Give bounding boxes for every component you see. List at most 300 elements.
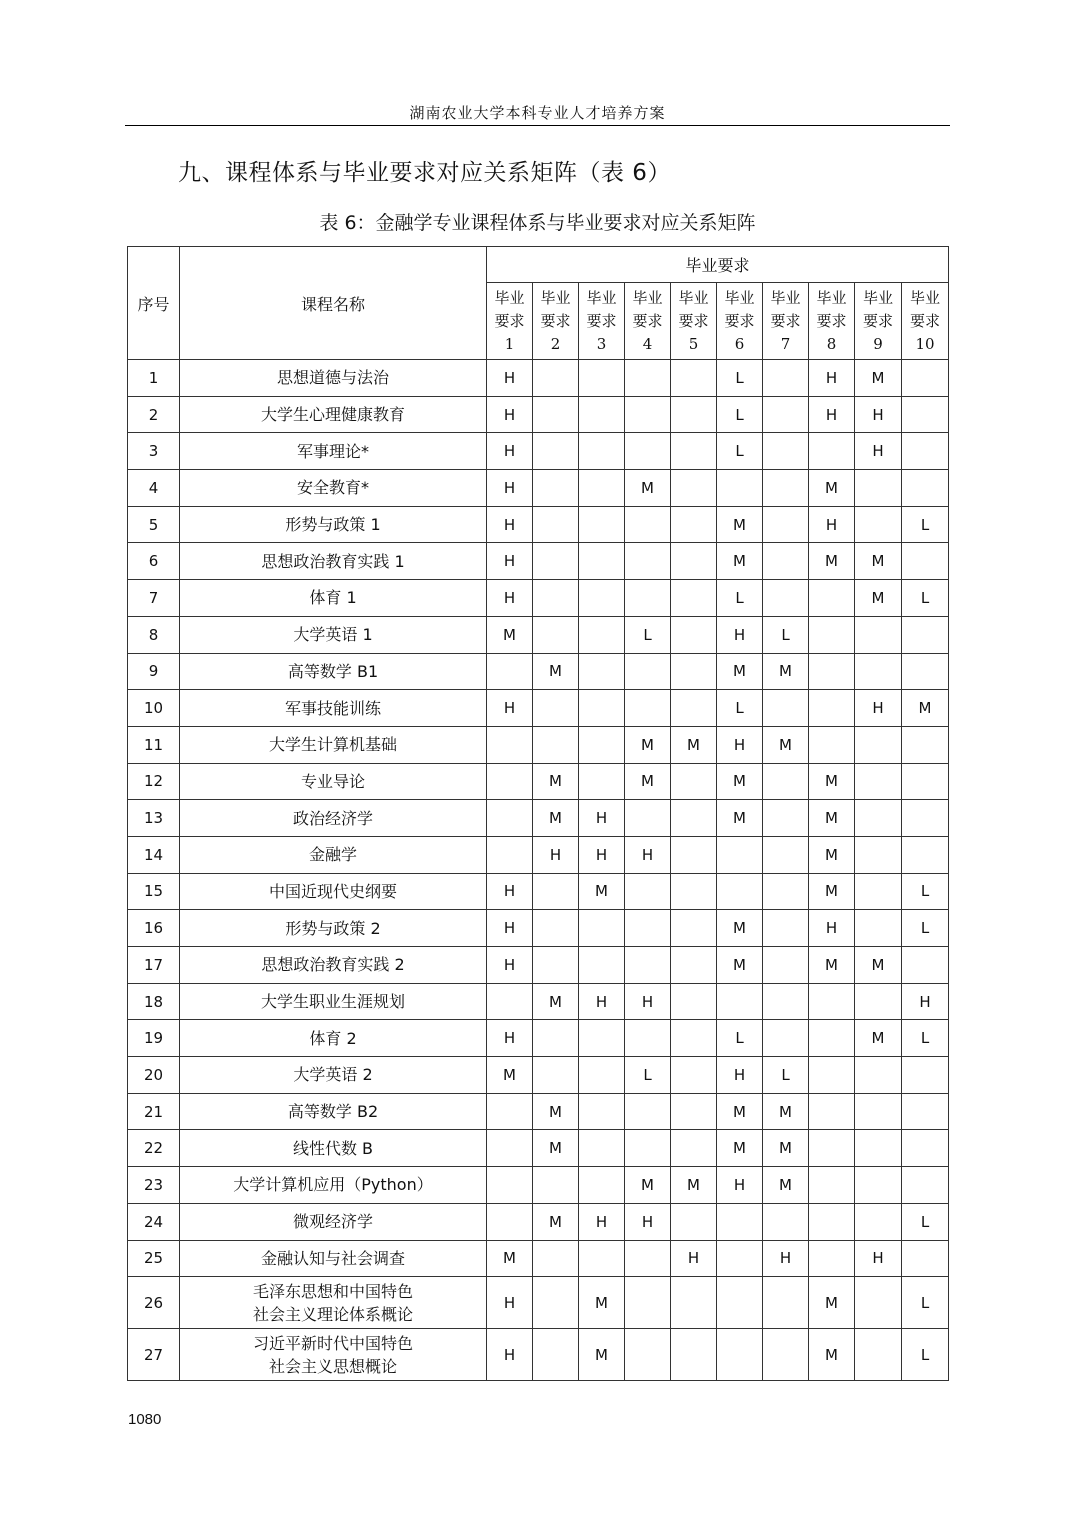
requirement-header-line: 要求 [586,311,617,330]
requirement-cell-10 [902,726,949,763]
requirement-cell-4: L [625,616,671,653]
requirement-cell-2 [533,506,579,543]
requirement-cell-7 [763,543,809,580]
requirement-cell-8: H [809,506,855,543]
requirement-cell-3 [579,543,625,580]
requirement-cell-3: H [579,800,625,837]
requirement-cell-8 [809,1240,855,1277]
course-name-line: 社会主义思想概论 [268,1356,397,1376]
requirement-cell-1: H [487,910,533,947]
course-name: 形势与政策 2 [180,910,487,947]
requirement-cell-10 [902,800,949,837]
requirement-cell-9 [855,616,902,653]
requirement-cell-1 [487,1130,533,1167]
requirement-cell-6 [717,873,763,910]
course-name: 军事理论* [180,433,487,470]
requirement-cell-8: M [809,543,855,580]
requirement-cell-2 [533,1277,579,1329]
requirement-cell-1: H [487,396,533,433]
requirement-cell-6: L [717,360,763,397]
requirement-cell-1: H [487,470,533,507]
table-row [128,1203,949,1240]
requirement-cell-6: M [717,1130,763,1167]
requirement-cell-3: H [579,836,625,873]
row-seq: 8 [128,616,180,653]
requirement-cell-10 [902,1057,949,1094]
requirement-cell-4 [625,433,671,470]
requirement-cell-6 [717,1277,763,1329]
course-name-line: 毛泽东思想和中国特色 [252,1281,413,1301]
row-seq: 13 [128,800,180,837]
course-name: 思想政治教育实践 2 [180,947,487,984]
column-header-requirement-10 [902,283,949,360]
requirement-cell-6: M [717,506,763,543]
row-seq: 15 [128,873,180,910]
requirement-cell-4: M [625,470,671,507]
requirement-cell-9 [855,1130,902,1167]
requirement-cell-10 [902,1240,949,1277]
requirement-header-line: 毕业 [816,288,847,307]
table-header-row [128,247,949,283]
requirement-cell-9: M [855,543,902,580]
requirement-cell-1: H [487,506,533,543]
course-name: 专业导论 [180,763,487,800]
requirement-cell-8 [809,726,855,763]
column-header-requirement-2 [533,283,579,360]
course-name: 大学英语 1 [180,616,487,653]
requirement-cell-8: M [809,1277,855,1329]
requirement-cell-3 [579,396,625,433]
requirement-cell-9: H [855,690,902,727]
table-row [128,616,949,653]
requirement-cell-4: H [625,1203,671,1240]
requirement-cell-10 [902,543,949,580]
row-seq: 9 [128,653,180,690]
requirement-cell-10 [902,836,949,873]
requirement-cell-3 [579,1167,625,1204]
course-name: 大学计算机应用（Python） [180,1167,487,1204]
requirement-cell-2: M [533,1203,579,1240]
requirement-cell-1: H [487,690,533,727]
requirement-header-line: 要求 [632,311,663,330]
course-name: 中国近现代史纲要 [180,873,487,910]
row-seq: 23 [128,1167,180,1204]
column-header-seq: 序号 [128,247,180,360]
requirement-cell-1: H [487,1277,533,1329]
row-seq: 20 [128,1057,180,1094]
requirement-cell-6 [717,1329,763,1381]
requirement-header-line: 要求 [862,311,893,330]
requirement-cell-2: M [533,1130,579,1167]
requirement-cell-3 [579,947,625,984]
requirement-cell-1: M [487,1240,533,1277]
table-row [128,470,949,507]
requirement-cell-5 [671,947,717,984]
requirement-cell-5: H [671,1240,717,1277]
table-row [128,1093,949,1130]
requirement-cell-5 [671,836,717,873]
course-name [180,1277,487,1329]
requirement-cell-2: M [533,983,579,1020]
requirement-header-line: 要求 [770,311,801,330]
requirement-cell-2 [533,910,579,947]
column-group-graduation-requirements: 毕业要求 [487,247,949,283]
requirement-cell-3 [579,1020,625,1057]
requirement-cell-10: L [902,1277,949,1329]
requirement-cell-8 [809,1057,855,1094]
row-seq: 6 [128,543,180,580]
table-row [128,1240,949,1277]
requirement-cell-5 [671,360,717,397]
row-seq: 27 [128,1329,180,1381]
table-row [128,983,949,1020]
requirement-cell-2 [533,580,579,617]
table-caption: 表 6：金融学专业课程体系与毕业要求对应关系矩阵 [319,212,756,234]
requirement-cell-7: M [763,1167,809,1204]
requirement-cell-1: M [487,1057,533,1094]
requirement-cell-10: L [902,873,949,910]
course-name: 形势与政策 1 [180,506,487,543]
requirement-cell-9 [855,1093,902,1130]
requirement-cell-7 [763,1329,809,1381]
requirement-cell-2: M [533,653,579,690]
requirement-cell-2: M [533,1093,579,1130]
requirement-cell-7 [763,506,809,543]
requirement-cell-6: M [717,1093,763,1130]
requirement-cell-3: H [579,983,625,1020]
requirement-cell-1 [487,836,533,873]
requirement-cell-10: L [902,580,949,617]
requirement-cell-3 [579,1240,625,1277]
row-seq: 19 [128,1020,180,1057]
matrix-body [128,360,949,1381]
requirement-cell-10: L [902,910,949,947]
requirement-cell-3 [579,1130,625,1167]
requirement-cell-9 [855,470,902,507]
requirement-cell-8 [809,1093,855,1130]
requirement-cell-2 [533,1057,579,1094]
requirement-cell-4 [625,910,671,947]
requirement-cell-10 [902,470,949,507]
requirement-cell-3: M [579,873,625,910]
table-row [128,726,949,763]
row-seq: 1 [128,360,180,397]
requirement-cell-8 [809,690,855,727]
requirement-cell-1: H [487,1020,533,1057]
requirement-cell-8: H [809,396,855,433]
requirement-cell-6: H [717,616,763,653]
requirement-header-line: 毕业 [632,288,663,307]
requirement-cell-2: M [533,800,579,837]
requirement-cell-6: L [717,433,763,470]
requirement-cell-9 [855,763,902,800]
requirement-cell-8: M [809,800,855,837]
running-header: 湖南农业大学本科专业人才培养方案 [409,104,666,122]
requirement-cell-10 [902,763,949,800]
requirement-cell-5 [671,1277,717,1329]
row-seq: 17 [128,947,180,984]
table-row [128,1277,949,1329]
requirement-header-line: 2 [550,334,561,353]
requirement-cell-4 [625,360,671,397]
requirement-cell-9 [855,726,902,763]
requirement-cell-5 [671,1020,717,1057]
requirement-cell-9 [855,1057,902,1094]
table-row [128,1329,949,1381]
requirement-header-line: 5 [688,334,699,353]
table-row [128,800,949,837]
header-divider [125,125,950,126]
course-name: 体育 2 [180,1020,487,1057]
requirement-cell-8 [809,1020,855,1057]
requirement-cell-4: H [625,983,671,1020]
requirement-header-line: 要求 [910,311,941,330]
requirement-cell-7 [763,800,809,837]
requirement-cell-7 [763,396,809,433]
requirement-cell-1: H [487,580,533,617]
requirement-header-line: 要求 [494,311,525,330]
requirement-cell-3: H [579,1203,625,1240]
requirement-header-line: 要求 [540,311,571,330]
requirement-cell-7 [763,360,809,397]
course-name: 思想政治教育实践 1 [180,543,487,580]
requirement-header-line: 要求 [724,311,755,330]
requirement-cell-4 [625,800,671,837]
requirement-cell-3 [579,360,625,397]
requirement-cell-10 [902,396,949,433]
requirement-cell-3 [579,1057,625,1094]
table-row [128,947,949,984]
column-header-requirement-1 [487,283,533,360]
requirement-cell-4 [625,1020,671,1057]
requirement-cell-9 [855,910,902,947]
requirement-cell-8: M [809,947,855,984]
requirement-cell-4 [625,947,671,984]
requirement-cell-6 [717,983,763,1020]
row-seq: 16 [128,910,180,947]
table-row [128,836,949,873]
course-name: 高等数学 B2 [180,1093,487,1130]
table-row [128,1020,949,1057]
requirement-cell-7 [763,983,809,1020]
requirement-cell-1 [487,1167,533,1204]
table-row [128,580,949,617]
requirement-cell-9 [855,653,902,690]
requirement-cell-8 [809,580,855,617]
requirement-cell-9: M [855,947,902,984]
table-row [128,360,949,397]
requirement-cell-7 [763,690,809,727]
requirement-cell-3 [579,580,625,617]
requirement-cell-9: M [855,1020,902,1057]
column-header-requirement-9 [855,283,902,360]
requirement-cell-6: M [717,653,763,690]
requirement-cell-6: M [717,543,763,580]
requirement-header-line: 10 [915,334,935,353]
table-row [128,1057,949,1094]
row-seq: 10 [128,690,180,727]
requirement-cell-2 [533,1240,579,1277]
course-name: 思想道德与法治 [180,360,487,397]
requirement-cell-3 [579,506,625,543]
requirement-cell-5 [671,983,717,1020]
course-name: 安全教育* [180,470,487,507]
requirement-cell-1: H [487,543,533,580]
row-seq: 2 [128,396,180,433]
requirement-cell-8: M [809,763,855,800]
requirement-cell-10 [902,433,949,470]
requirement-header-line: 4 [642,334,653,353]
requirement-cell-6: H [717,1057,763,1094]
requirement-cell-5 [671,433,717,470]
row-seq: 21 [128,1093,180,1130]
requirement-cell-1 [487,726,533,763]
requirement-header-line: 要求 [816,311,847,330]
requirement-cell-7 [763,1203,809,1240]
requirement-cell-7 [763,433,809,470]
requirement-cell-8: H [809,360,855,397]
table-row [128,1167,949,1204]
requirement-cell-1: H [487,947,533,984]
requirement-cell-10 [902,653,949,690]
requirement-header-line: 毕业 [494,288,525,307]
requirement-cell-7 [763,763,809,800]
row-seq: 22 [128,1130,180,1167]
requirement-cell-3: M [579,1277,625,1329]
requirement-cell-3 [579,726,625,763]
requirement-cell-9 [855,1203,902,1240]
requirement-cell-6: H [717,1167,763,1204]
requirement-cell-9 [855,1329,902,1381]
column-header-requirement-8 [809,283,855,360]
requirement-cell-5 [671,470,717,507]
requirement-cell-8 [809,653,855,690]
requirement-cell-5 [671,1130,717,1167]
requirement-cell-6: L [717,1020,763,1057]
requirement-cell-1: H [487,873,533,910]
requirement-cell-10 [902,360,949,397]
requirement-cell-10: L [902,506,949,543]
requirement-cell-4 [625,653,671,690]
requirement-cell-7: H [763,1240,809,1277]
requirement-cell-9 [855,983,902,1020]
course-name: 高等数学 B1 [180,653,487,690]
requirement-cell-4 [625,1240,671,1277]
requirement-cell-2: M [533,763,579,800]
requirement-cell-10 [902,947,949,984]
requirement-cell-4 [625,1277,671,1329]
requirement-cell-3: M [579,1329,625,1381]
requirement-cell-10: H [902,983,949,1020]
section-title: 九、课程体系与毕业要求对应关系矩阵（表 6） [178,160,671,186]
requirement-header-line: 7 [780,334,791,353]
requirement-header-line: 1 [504,334,515,353]
table-row [128,506,949,543]
requirement-cell-10 [902,616,949,653]
course-name: 大学英语 2 [180,1057,487,1094]
requirement-cell-5 [671,616,717,653]
course-name: 政治经济学 [180,800,487,837]
requirement-cell-8: M [809,1329,855,1381]
row-seq: 25 [128,1240,180,1277]
course-name: 大学生心理健康教育 [180,396,487,433]
requirement-header-line: 毕业 [770,288,801,307]
requirement-cell-5 [671,873,717,910]
requirement-cell-3 [579,616,625,653]
column-header-requirement-6 [717,283,763,360]
row-seq: 11 [128,726,180,763]
course-name: 大学生计算机基础 [180,726,487,763]
requirement-cell-5 [671,763,717,800]
course-name: 体育 1 [180,580,487,617]
requirement-cell-10: L [902,1203,949,1240]
requirement-cell-5 [671,800,717,837]
requirement-cell-9: M [855,580,902,617]
requirement-cell-9: H [855,1240,902,1277]
requirement-cell-2 [533,947,579,984]
requirement-cell-1 [487,1203,533,1240]
requirement-cell-4: M [625,726,671,763]
requirement-cell-6 [717,1240,763,1277]
requirement-cell-8 [809,1167,855,1204]
requirement-cell-4 [625,1130,671,1167]
requirement-cell-5 [671,653,717,690]
requirement-cell-8 [809,1203,855,1240]
requirement-cell-7 [763,1020,809,1057]
requirement-cell-9 [855,836,902,873]
column-header-requirement-3 [579,283,625,360]
requirement-cell-10 [902,1093,949,1130]
requirement-cell-1: H [487,1329,533,1381]
requirement-cell-4 [625,580,671,617]
course-name: 大学生职业生涯规划 [180,983,487,1020]
requirement-cell-6: M [717,763,763,800]
requirement-cell-7 [763,910,809,947]
requirement-cell-8 [809,433,855,470]
row-seq: 7 [128,580,180,617]
requirement-cell-1 [487,1093,533,1130]
requirement-cell-7 [763,836,809,873]
table-row [128,690,949,727]
requirement-cell-8 [809,1130,855,1167]
requirement-cell-2 [533,433,579,470]
requirement-cell-4 [625,506,671,543]
requirement-cell-1: M [487,616,533,653]
table-row [128,433,949,470]
requirement-header-line: 毕业 [678,288,709,307]
requirement-cell-7: M [763,1093,809,1130]
requirement-cell-4: H [625,836,671,873]
course-name: 线性代数 B [180,1130,487,1167]
requirement-cell-7: L [763,616,809,653]
requirement-cell-2 [533,726,579,763]
requirement-cell-9 [855,873,902,910]
requirement-cell-5 [671,910,717,947]
requirement-cell-2 [533,543,579,580]
course-name: 金融认知与社会调查 [180,1240,487,1277]
requirement-cell-5 [671,543,717,580]
table-row [128,910,949,947]
requirement-cell-10: M [902,690,949,727]
requirement-cell-5 [671,1093,717,1130]
requirement-header-line: 毕业 [724,288,755,307]
requirement-cell-9 [855,1277,902,1329]
requirement-cell-8: H [809,910,855,947]
requirement-cell-7 [763,470,809,507]
requirement-cell-4: L [625,1057,671,1094]
requirement-cell-5 [671,506,717,543]
requirement-cell-6 [717,470,763,507]
